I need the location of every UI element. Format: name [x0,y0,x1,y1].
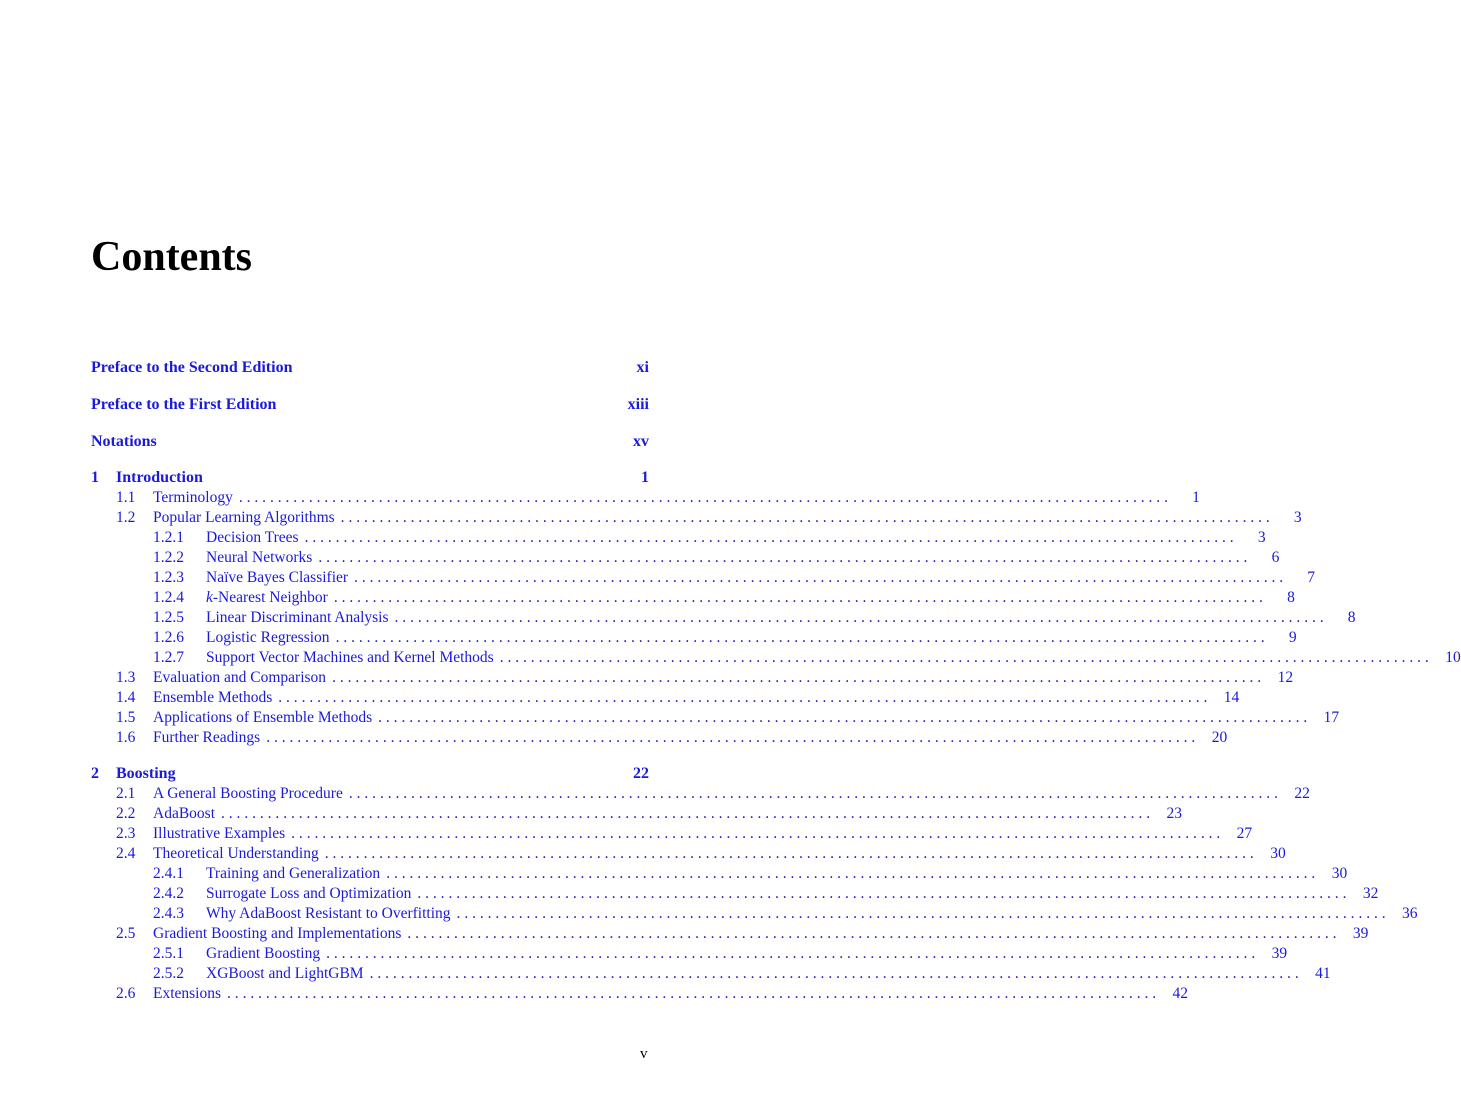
toc-entry-page: 12 [1277,669,1294,686]
toc-entry-label: Logistic Regression [206,629,330,646]
toc-entry-number: 1.2.1 [153,529,184,546]
toc-entry-number: 1.4 [116,689,136,706]
dot-leader: ........................................................................................................................ [221,805,1154,822]
table-of-contents [91,358,1461,1004]
toc-chapter-number: 2 [91,765,99,782]
toc-entry-page: xi [636,359,649,376]
dot-leader: ........................................................................................................................ [499,649,1433,666]
page-title: Contents [91,234,253,280]
toc-entry-number: 1.2.3 [153,569,184,586]
dot-leader: ........................................................................................................................ [304,529,1238,546]
toc-entry-notations[interactable] [91,432,649,452]
toc-entry[interactable] [91,924,1369,944]
toc-entry-label: Linear Discriminant Analysis [206,609,389,626]
toc-entry-number: 1.2.2 [153,549,184,566]
toc-entry-page: 3 [1257,529,1266,546]
toc-entry-number: 2.2 [116,805,136,822]
toc-entry-page: xv [633,433,649,450]
toc-entry-number: 2.5 [116,925,136,942]
toc-entry[interactable] [91,608,1356,628]
toc-entry[interactable] [91,708,1340,728]
toc-entry-number: 2.6 [116,985,136,1002]
dot-leader: ........................................................................................................................ [378,709,1312,726]
toc-chapter-2[interactable] [91,764,649,784]
toc-entry[interactable] [91,844,1286,864]
dot-leader: ........................................................................................................................ [386,865,1320,882]
toc-entry-number: 2.4.2 [153,885,184,902]
dot-leader: ........................................................................................................................ [456,905,1390,922]
dot-leader: ........................................................................................................................ [291,825,1225,842]
toc-entry[interactable] [91,784,1310,804]
toc-entry-page: 22 [1294,785,1310,802]
toc-entry-number: 2.3 [116,825,136,842]
toc-entry-label-rest: -Nearest Neighbor [212,589,328,606]
toc-entry-page: 39 [1271,945,1288,962]
toc-entry-label: Surrogate Loss and Optimization [206,885,412,902]
toc-entry-page: 42 [1172,985,1189,1002]
toc-entry-label-italic: k [206,589,213,606]
toc-entry-preface-second[interactable] [91,358,649,378]
toc-entry[interactable] [91,508,1302,528]
toc-entry-number: 2.5.2 [153,965,184,982]
toc-entry[interactable] [91,884,1379,904]
toc-entry-number: 2.5.1 [153,945,184,962]
toc-entry-page: 9 [1288,629,1297,646]
toc-entry-label: Ensemble Methods [153,689,273,706]
toc-entry-page: 17 [1323,709,1340,726]
toc-entry-page: 30 [1270,845,1286,862]
dot-leader: ........................................................................................................................ [407,925,1341,942]
dot-leader: ........................................................................................................................ [354,569,1288,586]
toc-entry-label: Support Vector Machines and Kernel Methods [206,649,494,666]
toc-entry-page: 14 [1223,689,1240,706]
toc-entry[interactable] [91,568,1316,588]
toc-entry-label: Preface to the Second Edition [91,359,293,376]
dot-leader: ........................................................................................................................ [340,509,1274,526]
toc-chapter-2-entries [91,784,1418,1004]
toc-entry-number: 1.3 [116,669,136,686]
toc-entry-number: 2.4 [116,845,136,862]
dot-leader: ........................................................................................................................ [318,549,1252,566]
toc-entry-label: Extensions [153,985,222,1002]
dot-leader: ........................................................................................................................ [326,945,1260,962]
toc-entry-preface-first[interactable] [91,395,649,415]
dot-leader: ........................................................................................................................ [278,689,1212,706]
toc-entry-page: 1 [1192,489,1200,506]
dot-leader: ........................................................................................................................ [394,609,1328,626]
dot-leader: ........................................................................................................................ [333,589,1267,606]
toc-entry-number: 1.6 [116,729,136,746]
toc-entry-page: 23 [1166,805,1182,822]
dot-leader: ........................................................................................................................ [369,965,1303,982]
toc-entry-label: Notations [91,433,157,450]
toc-entry-label: Theoretical Understanding [153,845,319,862]
toc-entry-number: 1.2.4 [153,589,184,606]
toc-entry-page: 10 [1445,649,1461,666]
toc-chapter-page: 22 [633,765,649,782]
toc-chapter-label: Introduction [116,469,203,486]
toc-entry-label: Decision Trees [206,529,299,546]
dot-leader: ........................................................................................................................ [332,669,1266,686]
dot-leader: ........................................................................................................................ [266,729,1200,746]
toc-entry-label: Training and Generalization [206,865,381,882]
dot-leader: ........................................................................................................................ [417,885,1351,902]
dot-leader: ........................................................................................................................ [238,489,1172,506]
toc-chapter-number: 1 [91,469,99,486]
toc-entry-page: 8 [1287,589,1295,606]
toc-entry[interactable] [91,648,1461,668]
toc-entry[interactable] [91,864,1348,884]
toc-chapter-page: 1 [641,469,649,486]
toc-entry[interactable] [91,824,1253,844]
dot-leader: ........................................................................................................................ [335,629,1269,646]
toc-entry-page: xiii [627,396,649,413]
toc-chapter-1[interactable] [91,468,649,488]
toc-entry-label: Terminology [153,489,233,506]
toc-entry[interactable] [91,668,1294,688]
toc-entry-number: 1.5 [116,709,136,726]
toc-entry-page: 6 [1271,549,1280,566]
toc-entry-label [206,588,328,608]
toc-entry-page: 20 [1211,729,1228,746]
toc-entry-page: 3 [1293,509,1302,526]
toc-entry[interactable] [91,944,1288,964]
toc-entry-label: AdaBoost [153,805,215,822]
page-number: v [640,1046,648,1062]
toc-entry-number: 1.2.5 [153,609,184,626]
dot-leader: ........................................................................................................................ [348,785,1282,802]
toc-entry-page: 27 [1236,825,1253,842]
toc-entry-number: 2.1 [116,785,136,802]
toc-entry[interactable] [91,548,1280,568]
toc-entry-label: Naïve Bayes Classifier [206,569,349,586]
toc-entry-number: 2.4.3 [153,905,184,922]
toc-entry[interactable] [91,488,1200,508]
toc-entry-label: Popular Learning Algorithms [153,509,335,526]
toc-entry-label: XGBoost and LightGBM [206,965,364,982]
toc-entry-label: Why AdaBoost Resistant to Overfitting [206,905,451,922]
toc-entry-page: 39 [1352,925,1369,942]
toc-entry-number: 1.2 [116,509,136,526]
toc-entry-label: Gradient Boosting and Implementations [153,925,402,942]
toc-entry[interactable] [91,964,1331,984]
toc-chapter-label: Boosting [116,765,176,782]
toc-entry[interactable] [91,728,1228,748]
toc-chapter-1-entries [91,488,1461,748]
toc-entry-number: 1.2.7 [153,649,184,666]
toc-entry[interactable] [91,804,1182,824]
toc-entry-page: 8 [1347,609,1356,626]
toc-entry-label: Evaluation and Comparison [153,669,327,686]
toc-entry-page: 36 [1402,905,1418,922]
toc-entry-number: 1.1 [116,489,136,506]
toc-entry-page: 32 [1362,885,1379,902]
toc-entry[interactable] [91,588,1295,608]
toc-entry-label: Further Readings [153,729,261,746]
toc-entry-label: Illustrative Examples [153,825,286,842]
toc-entry-label: Gradient Boosting [206,945,321,962]
toc-entry-label: A General Boosting Procedure [153,785,343,802]
toc-entry-label: Preface to the First Edition [91,396,277,413]
dot-leader: ........................................................................................................................ [324,845,1258,862]
toc-entry-page: 7 [1307,569,1316,586]
toc-entry-page: 41 [1315,965,1331,982]
toc-entry[interactable] [91,904,1418,924]
toc-entry[interactable] [91,688,1240,708]
toc-entry-number: 1.2.6 [153,629,184,646]
dot-leader: ........................................................................................................................ [227,985,1161,1002]
toc-entry-number: 2.4.1 [153,865,184,882]
toc-entry-label: Applications of Ensemble Methods [153,709,373,726]
toc-entry-label: Neural Networks [206,549,313,566]
toc-entry[interactable] [91,984,1189,1004]
toc-entry-page: 30 [1331,865,1348,882]
toc-entry[interactable] [91,528,1266,548]
toc-entry[interactable] [91,628,1297,648]
